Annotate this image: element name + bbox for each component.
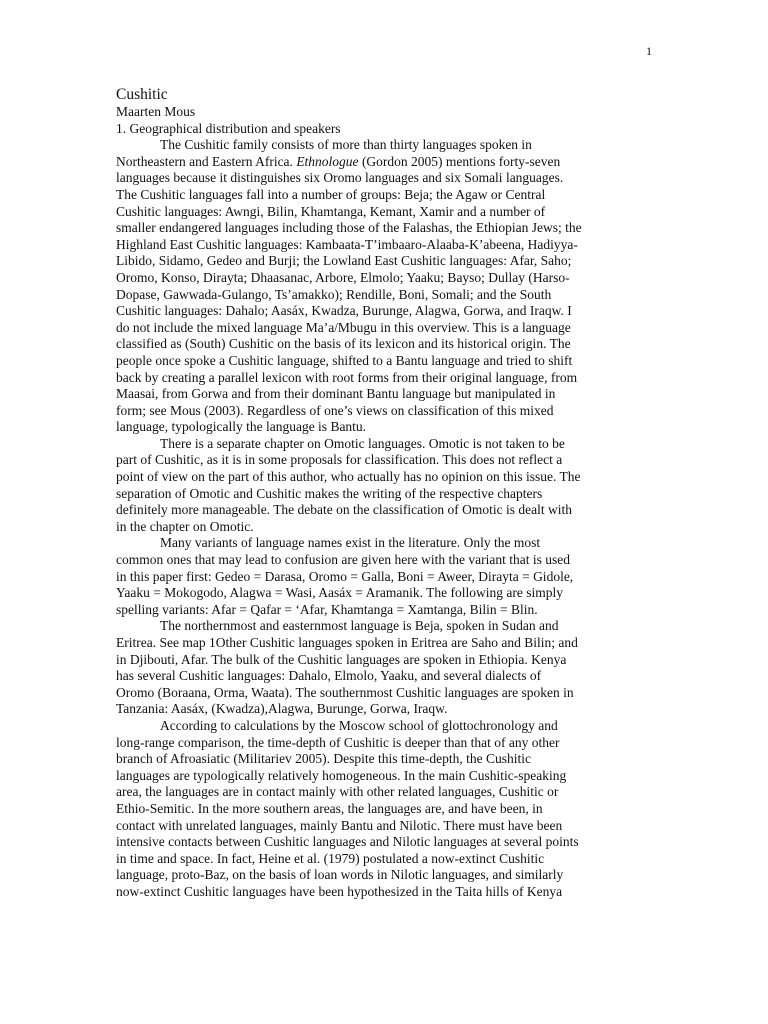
paragraph-line: [116, 154, 636, 171]
paragraph-2: [116, 436, 636, 536]
paragraph-line: The northernmost and easternmost language is Beja, spoken in Sudan and: [160, 618, 559, 634]
paragraph-line: has several Cushitic languages: Dahalo, Elmolo, Yaaku, and several dialects of: [116, 668, 542, 684]
paragraph-line: Ethio-Semitic. In the more southern areas, the languages are, and have been, in: [116, 800, 543, 816]
paragraph-line: There is a separate chapter on Omotic languages. Omotic is not taken to be: [160, 435, 565, 451]
text-run: (Gordon 2005) mentions forty-seven: [358, 153, 561, 169]
paragraph-line: Dopase, Gawwada-Gulango, Ts’amakko); Rendille, Boni, Somali; and the South: [116, 286, 552, 302]
paragraph-line: Maasai, from Gorwa and from their dominant Bantu language but manipulated in: [116, 386, 556, 402]
paragraph-line: Oromo (Boraana, Orma, Waata). The southernmost Cushitic languages are spoken in: [116, 684, 574, 700]
paragraph-line: in this paper first: Gedeo = Darasa, Oromo = Galla, Boni = Aweer, Dirayta = Gidole,: [116, 568, 574, 584]
paragraph-line: in Djibouti, Afar. The bulk of the Cushitic languages are spoken in Ethiopia. Kenya: [116, 651, 567, 667]
paragraph-3: [116, 535, 636, 618]
paragraph-line: language, proto-Baz, on the basis of loan words in Nilotic languages, and similarly: [116, 867, 564, 883]
paragraph-line: intensive contacts between Cushitic languages and Nilotic languages at several points: [116, 834, 579, 850]
paragraph-line: Libido, Sidamo, Gedeo and Burji; the Lowland East Cushitic languages: Afar, Saho;: [116, 253, 572, 269]
paragraph-line: Cushitic languages: Dahalo; Aasáx, Kwadza, Burunge, Alagwa, Gorwa, and Iraqw. I: [116, 303, 572, 319]
paragraph-line: classified as (South) Cushitic on the basis of its lexicon and its historical origin. The: [116, 336, 571, 352]
paragraph-line: do not include the mixed language Ma’a/Mbugu in this overview. This is a language: [116, 319, 571, 335]
paragraph-line: point of view on the part of this author, who actually has no opinion on this issue. The: [116, 469, 581, 485]
paragraph-line: now-extinct Cushitic languages have been hypothesized in the Taita hills of Kenya: [116, 883, 563, 899]
page-number: 1: [646, 44, 652, 58]
paragraph-line: Tanzania: Aasáx, (Kwadza),Alagwa, Burunge, Gorwa, Iraqw.: [116, 701, 448, 717]
paragraph-line: The Cushitic languages fall into a number of groups: Beja; the Agaw or Central: [116, 186, 546, 202]
paragraph-line: in time and space. In fact, Heine et al. (1979) postulated a now-extinct Cushitic: [116, 850, 545, 866]
paragraph-4: [116, 618, 636, 718]
paragraph-line: separation of Omotic and Cushitic makes the writing of the respective chapters: [116, 485, 543, 501]
paragraph-line: Yaaku = Mokogodo, Alagwa = Wasi, Aasáx = Aramanik. The following are simply: [116, 585, 563, 601]
paragraph-line: Many variants of language names exist in the literature. Only the most: [160, 535, 541, 551]
paragraph-line: back by creating a parallel lexicon with root forms from their original language, from: [116, 369, 578, 385]
paragraph-line: long-range comparison, the time-depth of Cushitic is deeper than that of any other: [116, 734, 560, 750]
paragraph-line: The Cushitic family consists of more than thirty languages spoken in: [160, 137, 532, 153]
paragraph-line: smaller endangered languages including those of the Falashas, the Ethiopian Jews; the: [116, 220, 582, 236]
paragraph-line: According to calculations by the Moscow school of glottochronology and: [160, 717, 558, 733]
paragraph-line: languages because it distinguishes six Oromo languages and six Somali languages.: [116, 170, 564, 186]
paragraph-line: spelling variants: Afar = Qafar = ‘Afar, Khamtanga = Xamtanga, Bilin = Blin.: [116, 601, 538, 617]
paragraph-line: branch of Afroasiatic (Militariev 2005). Despite this time-depth, the Cushitic: [116, 751, 532, 767]
paragraph-line: language, typologically the language is Bantu.: [116, 419, 367, 435]
italic-title: Ethnologue: [296, 153, 359, 169]
paragraph-line: Eritrea. See map 1Other Cushitic languages spoken in Eritrea are Saho and Bilin; and: [116, 635, 578, 650]
paragraph-line: in the chapter on Omotic.: [116, 518, 254, 534]
paragraph-line: area, the languages are in contact mainly with other related languages, Cushitic or: [116, 784, 559, 800]
section-heading: 1. Geographical distribution and speakers: [116, 120, 341, 136]
paragraph-line: form; see Mous (2003). Regardless of one’s views on classification of this mixed: [116, 402, 554, 418]
paragraph-1: [116, 137, 636, 436]
paragraph-5: [116, 718, 636, 901]
paragraph-line: Cushitic languages: Awngi, Bilin, Khamtanga, Kemant, Xamir and a number of: [116, 203, 546, 219]
paragraph-line: part of Cushitic, as it is in some proposals for classification. This does not reflect a: [116, 452, 563, 468]
text-run: Northeastern and Eastern Africa.: [116, 153, 297, 169]
paragraph-line: contact with unrelated languages, mainly Bantu and Nilotic. There must have been: [116, 817, 563, 833]
author-name: Maarten Mous: [116, 104, 196, 119]
paragraph-line: people once spoke a Cushitic language, shifted to a Bantu language and tried to shift: [116, 352, 573, 368]
chapter-title: Cushitic: [116, 86, 168, 103]
paragraph-line: languages are typologically relatively homogeneous. In the main Cushitic-speaking: [116, 767, 567, 783]
paragraph-line: Oromo, Konso, Dirayta; Dhaasanac, Arbore, Elmolo; Yaaku; Bayso; Dullay (Harso-: [116, 269, 570, 285]
paragraph-line: definitely more manageable. The debate on the classification of Omotic is dealt with: [116, 502, 572, 518]
document-body: [116, 86, 636, 901]
paragraph-line: Highland East Cushitic languages: Kambaata-T’imbaaro-Alaaba-K’abeena, Hadiyya-: [116, 236, 578, 252]
paragraph-line: common ones that may lead to confusion are given here with the variant that is used: [116, 552, 570, 568]
